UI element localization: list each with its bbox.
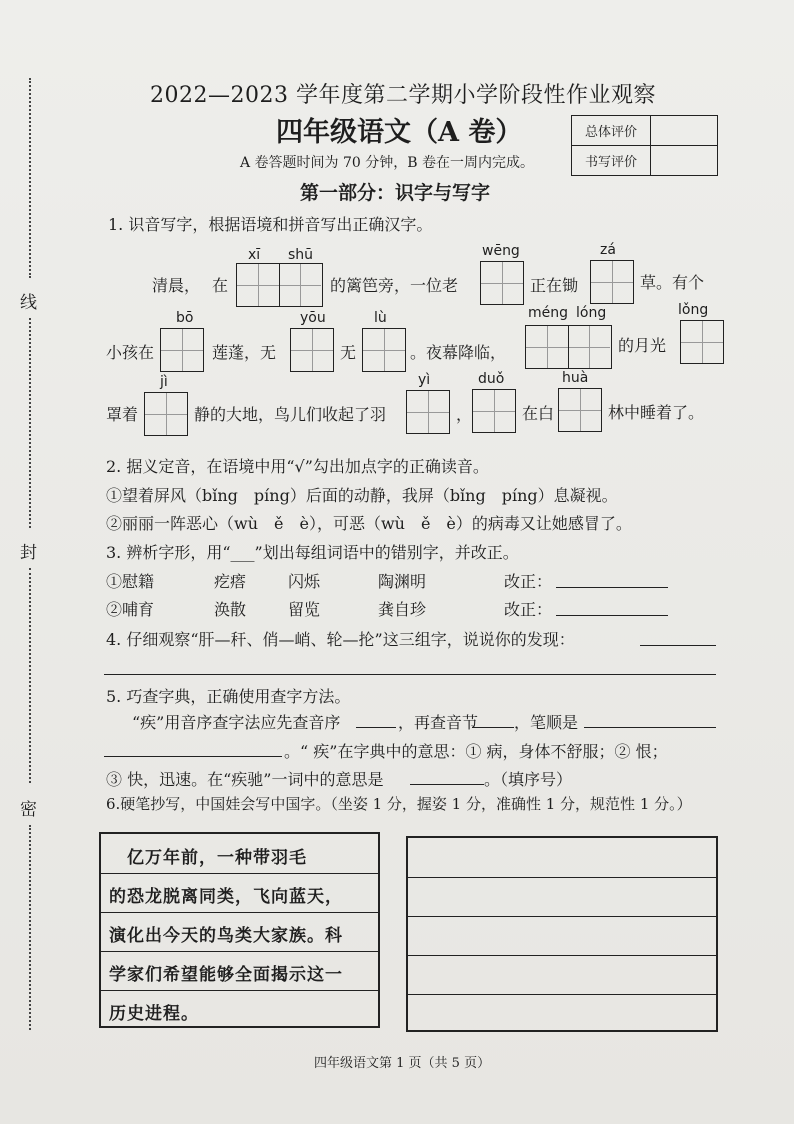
pinyin-hua: huà [562,370,589,386]
q3-correction-label: 改正： [504,600,553,619]
q1-text: 无 [340,343,357,362]
tian-grid-answer[interactable] [160,328,204,372]
handwriting-score-label: 书写评价 [572,146,651,176]
writing-line [408,916,716,917]
writing-line [408,955,716,956]
q1-text: 的篱笆旁，一位老 [330,276,459,295]
q1-text: 罩着 [106,405,139,424]
q3-title: 3. 辨析字形，用“___”划出每组词语中的错别字，并改正。 [106,543,519,562]
q1-title: 1. 识音写字，根据语境和拼音写出正确汉字。 [108,215,433,234]
pinyin-long1: lóng [576,305,607,321]
margin-char-mi: 密 [20,800,37,820]
q1-text: 在 [212,276,229,295]
copy-source-line: 演化出今天的鸟类大家族。科 [109,926,343,946]
q5-title: 5. 巧查字典，正确使用查字方法。 [106,687,351,706]
q5-text: “疾”用音序查字法应先查音序 [132,713,341,732]
q5-text: ，再查音节 [398,713,479,732]
pinyin-xi: xī [248,247,261,263]
q3-correction-label: 改正： [504,572,553,591]
q1-text: 静的大地，鸟儿们收起了羽 [194,405,387,424]
pinyin-ji: jì [160,374,168,390]
q3-word: 疙瘩 [214,572,247,591]
binding-dotted-line [29,825,31,1030]
q5-text: ，笔顺是 [514,713,579,732]
tian-grid-answer[interactable] [480,261,524,305]
q5-blank-yinxu[interactable] [356,727,396,728]
q4-answer-blank[interactable] [640,645,716,646]
q1-text: 正在锄 [530,276,579,295]
q3-word: 龚自珍 [378,600,427,619]
pinyin-long2: lǒng [678,302,709,318]
pinyin-weng: wēng [482,243,520,259]
copy-source-box [99,832,380,1028]
handwriting-score-cell[interactable] [651,146,718,176]
q3-word: 涣散 [214,600,247,619]
pinyin-yi: yì [418,372,431,388]
section-title: 第一部分：识字与写字 [300,182,491,204]
q3-word: 留览 [288,600,321,619]
q6-title: 6.硬笔抄写，中国娃会写中国字。（坐姿 1 分，握姿 1 分，准确性 1 分，规范性 1 分。） [106,795,692,813]
writing-line [408,994,716,995]
q1-text: 草。有个 [640,273,705,292]
binding-dotted-line [29,318,31,528]
q1-text: ， [456,405,473,424]
binding-dotted-line [29,568,31,783]
q1-text: 清晨， [152,276,201,295]
binding-dotted-line [29,78,31,278]
overall-score-cell[interactable] [651,116,718,146]
q5-blank-meaning[interactable] [410,784,484,785]
q4-answer-line[interactable] [104,674,716,675]
tian-grid-answer[interactable] [558,388,602,432]
q3-word: 闪烁 [288,572,321,591]
pinyin-za: zá [600,242,616,258]
tian-grid-answer[interactable] [362,328,406,372]
q5-text: 。（填序号） [484,770,573,789]
q5-text: ③ 快，迅速。在“疾驰”一词中的意思是 [106,770,384,789]
copy-divider [101,990,378,991]
copy-source-line: 亿万年前，一种带羽毛 [109,848,307,868]
pinyin-duo: duǒ [478,371,505,387]
exam-subtitle: 四年级语文（A 卷） [276,117,523,148]
exam-title: 2022—2023 学年度第二学期小学阶段性作业观察 [150,83,656,108]
tian-grid-answer[interactable] [525,325,612,369]
exam-note: A 卷答题时间为 70 分钟，B 卷在一周内完成。 [240,155,535,171]
copy-divider [101,873,378,874]
q4-title: 4. 仔细观察“肝—秆、俏—峭、轮—抡”这三组字，说说你的发现： [106,630,575,649]
margin-char-feng: 封 [20,543,37,563]
page-footer: 四年级语文第 1 页（共 5 页） [314,1056,491,1071]
q3-word: ①慰籍 [106,572,155,591]
tian-grid-answer[interactable] [144,392,188,436]
q1-text: 莲蓬，无 [212,343,277,362]
pinyin-shu: shū [288,247,314,263]
q5-text: 。“ 疾”在字典中的意思：① 病，身体不舒服；② 恨； [284,742,668,761]
pinyin-bo: bō [176,310,194,326]
tian-grid-answer[interactable] [590,260,634,304]
copy-divider [101,951,378,952]
writing-line [408,877,716,878]
q1-text: 小孩在 [106,343,155,362]
q3-word: 陶渊明 [378,572,427,591]
q2-item2: ②丽丽一阵恶心（wù ě è），可恶（wù ě è）的病毒又让她感冒了。 [106,514,632,533]
q1-text: 的月光 [618,336,667,355]
pinyin-you: yōu [300,310,326,326]
q5-blank-yinjie[interactable] [472,727,514,728]
pinyin-meng: méng [528,305,569,321]
tian-grid-answer[interactable] [236,263,323,307]
q1-text: 在白 [522,404,555,423]
margin-char-xian: 线 [20,293,37,313]
q1-text: 。夜幕降临， [410,343,507,362]
q5-blank-bishun-cont[interactable] [104,756,282,757]
pinyin-lu: lù [374,310,387,326]
tian-grid-answer[interactable] [406,390,450,434]
tian-grid-answer[interactable] [680,320,724,364]
overall-score-label: 总体评价 [572,116,651,146]
tian-grid-answer[interactable] [290,328,334,372]
q3-word: ②哺育 [106,600,155,619]
copy-writing-box[interactable] [406,836,718,1032]
tian-grid-answer[interactable] [472,389,516,433]
q1-text: 林中睡着了。 [608,403,705,422]
q5-blank-bishun[interactable] [584,727,716,728]
copy-source-line: 历史进程。 [109,1004,199,1024]
score-table [571,115,718,176]
q2-item1: ①望着屏风（bǐng píng）后面的动静，我屏（bǐng píng）息凝视。 [106,486,618,505]
copy-divider [101,912,378,913]
copy-source-line: 的恐龙脱离同类，飞向蓝天， [109,887,343,907]
q3-correction-blank[interactable] [556,587,668,588]
q2-title: 2. 据义定音，在语境中用“√”勾出加点字的正确读音。 [106,457,489,476]
q3-correction-blank[interactable] [556,615,668,616]
copy-source-line: 学家们希望能够全面揭示这一 [109,965,343,985]
